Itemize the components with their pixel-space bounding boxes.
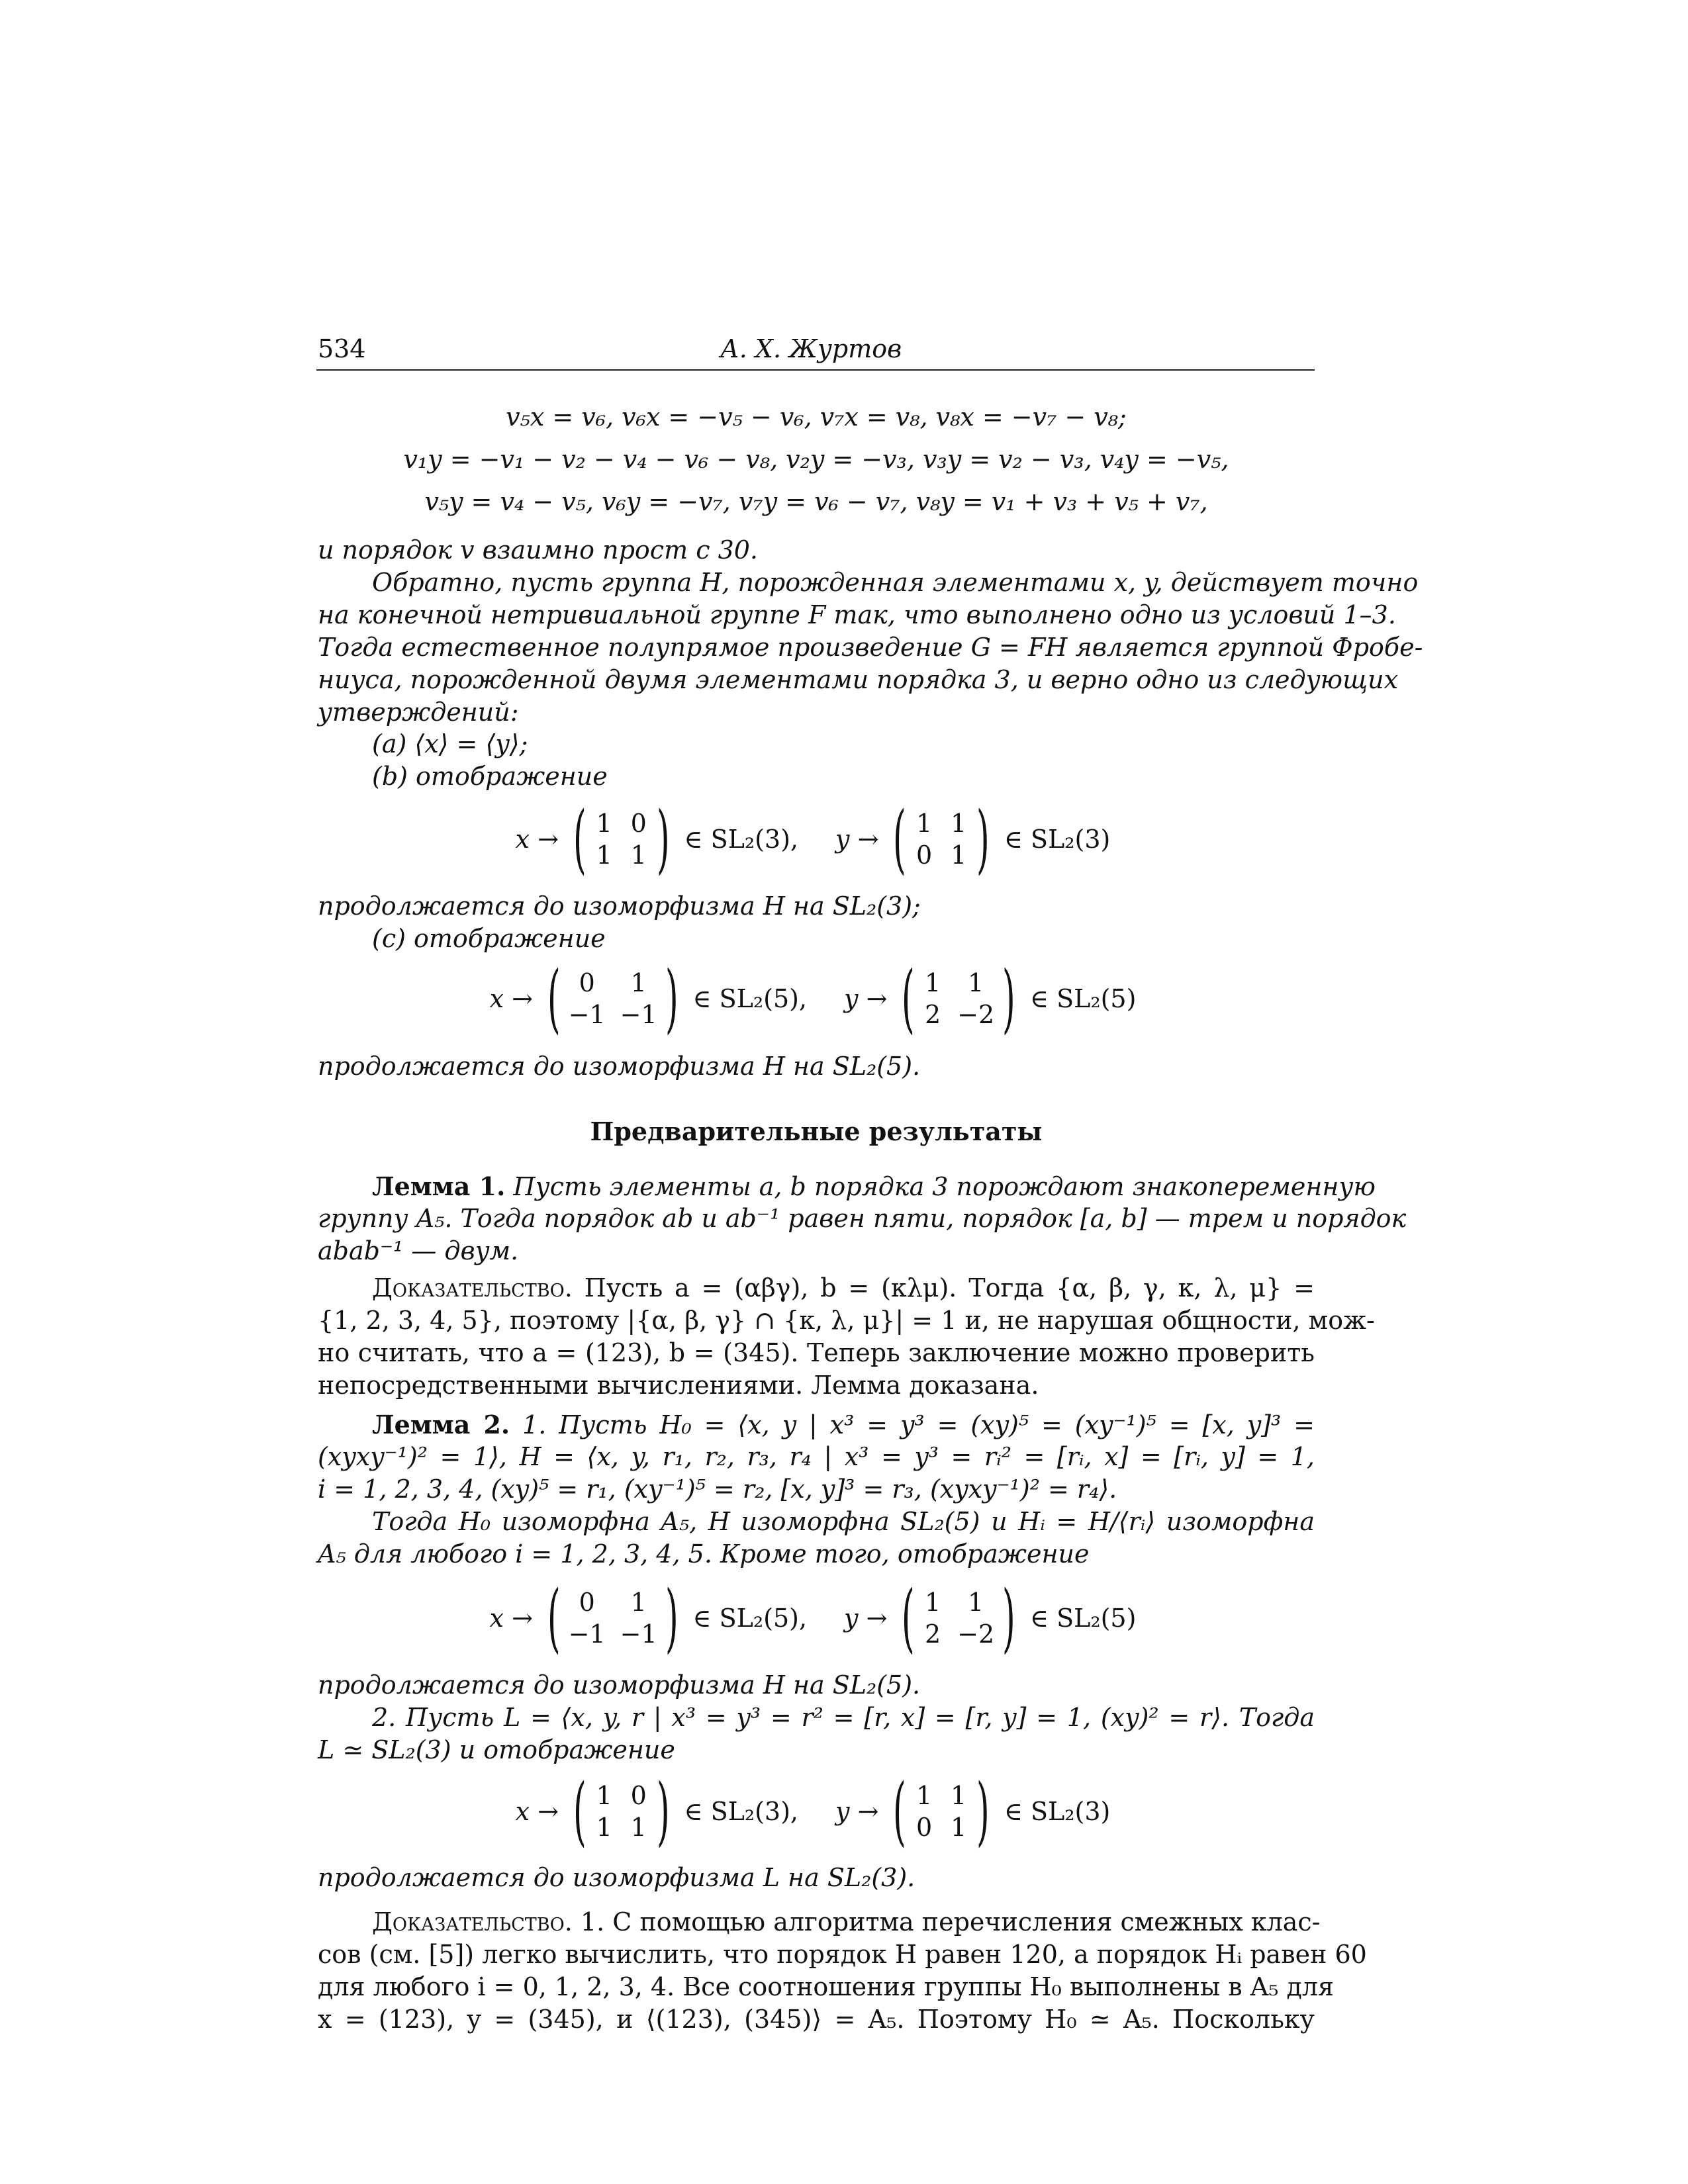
item-b: (b) отображение [372, 762, 608, 791]
equation-line-1: v₅x = v₆, v₆x = −v₅ − v₆, v₇x = v₈, v₈x = −v₇ − v₈; [506, 402, 1127, 432]
matrix-x-sl3-lemma2: ( 1 0 1 1 ) [573, 1768, 670, 1854]
matrix-y-sl3: ( 1 1 0 1 ) [893, 796, 990, 882]
converse-line-3: Тогда естественное полупрямое произведение G = FH является группой Фробе- [318, 633, 1423, 662]
coprime-statement: и порядок v взаимно прост с 30. [318, 535, 758, 565]
lemma-2-continuation-L: продолжается до изоморфизма L на SL₂(3). [318, 1863, 915, 1892]
membership-sl3: ∈ SL₂(3), [684, 825, 799, 854]
matrix-x-sl5-lemma2: ( 0 1 −1 −1 ) [547, 1575, 679, 1661]
converse-line-2: на конечной нетривиальной группе F так, что выполнено одно из условий 1–3. [318, 600, 1396, 629]
lemma-1-line-2: группу A₅. Тогда порядок ab и ab⁻¹ равен пяти, порядок [a, b] — трем и порядок [318, 1204, 1407, 1233]
lemma-2-label: Лемма 2. [372, 1410, 510, 1439]
map-y-label: y → [835, 825, 879, 854]
lemma-2-line-4: Тогда H₀ изоморфна A₅, H изоморфна SL₂(5) и Hᵢ = H/⟨rᵢ⟩ изоморфна [372, 1507, 1315, 1536]
lemma-2-continuation-sl5: продолжается до изоморфизма H на SL₂(5). [318, 1670, 921, 1700]
proof-2-line-2: сов (см. [5]) легко вычислить, что порядок H равен 120, а порядок Hᵢ равен 60 [318, 1940, 1367, 1969]
lemma-1-line-1: Лемма 1. Пусть элементы a, b порядка 3 порождают знакопеременную [372, 1171, 1376, 1201]
matrix-y-sl5: ( 1 1 2 −2 ) [902, 956, 1015, 1042]
lemma-2-line-5: A₅ для любого i = 1, 2, 3, 4, 5. Кроме того, отображение [318, 1539, 1090, 1569]
map-x-label: x → [515, 825, 559, 854]
converse-line-5: утверждений: [318, 698, 519, 727]
converse-line-4: ниуса, порожденной двумя элементами порядка 3, и верно одно из следующих [318, 665, 1399, 694]
proof-1-line-4: непосредственными вычислениями. Лемма доказана. [318, 1371, 1039, 1400]
page-number: 534 [318, 334, 366, 363]
lemma-2-part2-line-1: 2. Пусть L = ⟨x, y, r | x³ = y³ = r² = [r, x] = [r, y] = 1, (xy)² = r⟩. Тогда [372, 1703, 1315, 1732]
equation-line-3: v₅y = v₄ − v₅, v₆y = −v₇, v₇y = v₆ − v₇, v₈y = v₁ + v₃ + v₅ + v₇, [424, 487, 1208, 516]
proof-1-line-2: {1, 2, 3, 4, 5}, поэтому |{α, β, γ} ∩ {κ, λ, μ}| = 1 и, не нарушая общности, мож- [318, 1306, 1375, 1335]
lemma-2-line-3: i = 1, 2, 3, 4, (xy)⁵ = r₁, (xy⁻¹)⁵ = r₂, [x, y]³ = r₃, (xyxy⁻¹)² = r₄⟩. [318, 1475, 1117, 1504]
map-display-sl3 [318, 796, 1315, 882]
matrix-x-sl5: ( 0 1 −1 −1 ) [547, 956, 679, 1042]
lemma-1-label: Лемма 1. [372, 1171, 506, 1201]
proof-1-line-3: но считать, что a = (123), b = (345). Теперь заключение можно проверить [318, 1338, 1315, 1367]
lemma-2-part2-line-2: L ≃ SL₂(3) и отображение [318, 1735, 675, 1764]
matrix-x-sl3: ( 1 0 1 1 ) [573, 796, 670, 882]
matrix-y-sl3-lemma2: ( 1 1 0 1 ) [893, 1768, 990, 1854]
header-rule [316, 369, 1315, 371]
lemma-2-line-2: (xyxy⁻¹)² = 1⟩, H = ⟨x, y, r₁, r₂, r₃, r₄ | x³ = y³ = rᵢ² = [rᵢ, x] = [rᵢ, y] = 1, [318, 1442, 1315, 1471]
proof-2-line-1: Доказательство. 1. С помощью алгоритма перечисления смежных клас- [372, 1907, 1321, 1936]
running-head: А. Х. Журтов [720, 334, 902, 363]
section-heading: Предварительные результаты [590, 1116, 1043, 1146]
map-display-lemma2-sl3: x → ( 1 0 1 1 ) ∈ SL₂(3), y → ( 1 1 0 1 ) ∈ SL₂(3) [515, 1768, 1111, 1854]
proof-2-label: Доказательство. [372, 1907, 573, 1936]
item-a: (a) ⟨x⟩ = ⟨y⟩; [372, 729, 528, 758]
proof-1-label: Доказательство. [372, 1273, 573, 1302]
equation-line-2: v₁y = −v₁ − v₂ − v₄ − v₆ − v₈, v₂y = −v₃, v₃y = v₂ − v₃, v₄y = −v₅, [403, 445, 1229, 474]
converse-line-1: Обратно, пусть группа H, порожденная элементами x, y, действует точно [372, 568, 1419, 597]
proof-2-line-3: для любого i = 0, 1, 2, 3, 4. Все соотношения группы H₀ выполнены в A₅ для [318, 1972, 1335, 2001]
proof-2-line-4: x = (123), y = (345), и ⟨(123), (345)⟩ = A₅. Поэтому H₀ ≃ A₅. Поскольку [318, 2005, 1315, 2034]
matrix-y-sl5-lemma2: ( 1 1 2 −2 ) [902, 1575, 1015, 1661]
continuation-sl5: продолжается до изоморфизма H на SL₂(5). [318, 1052, 921, 1081]
continuation-sl3: продолжается до изоморфизма H на SL₂(3); [318, 891, 921, 921]
proof-1-line-1: Доказательство. Пусть a = (αβγ), b = (κλμ). Тогда {α, β, γ, κ, λ, μ} = [372, 1273, 1315, 1302]
lemma-1-line-3: abab⁻¹ — двум. [318, 1236, 519, 1265]
map-display-sl5: x → ( 0 1 −1 −1 ) ∈ SL₂(5), y → ( 1 1 2 −2 ) ∈ SL₂(5) [489, 956, 1137, 1042]
lemma-2-line-1: Лемма 2. 1. Пусть H₀ = ⟨x, y | x³ = y³ = (xy)⁵ = (xy⁻¹)⁵ = [x, y]³ = [372, 1410, 1315, 1439]
membership-sl3-end: ∈ SL₂(3) [1004, 825, 1111, 854]
item-c: (c) отображение [372, 924, 606, 953]
map-display-lemma2-sl5: x → ( 0 1 −1 −1 ) ∈ SL₂(5), y → ( 1 1 2 −2 ) ∈ SL₂(5) [489, 1575, 1137, 1661]
